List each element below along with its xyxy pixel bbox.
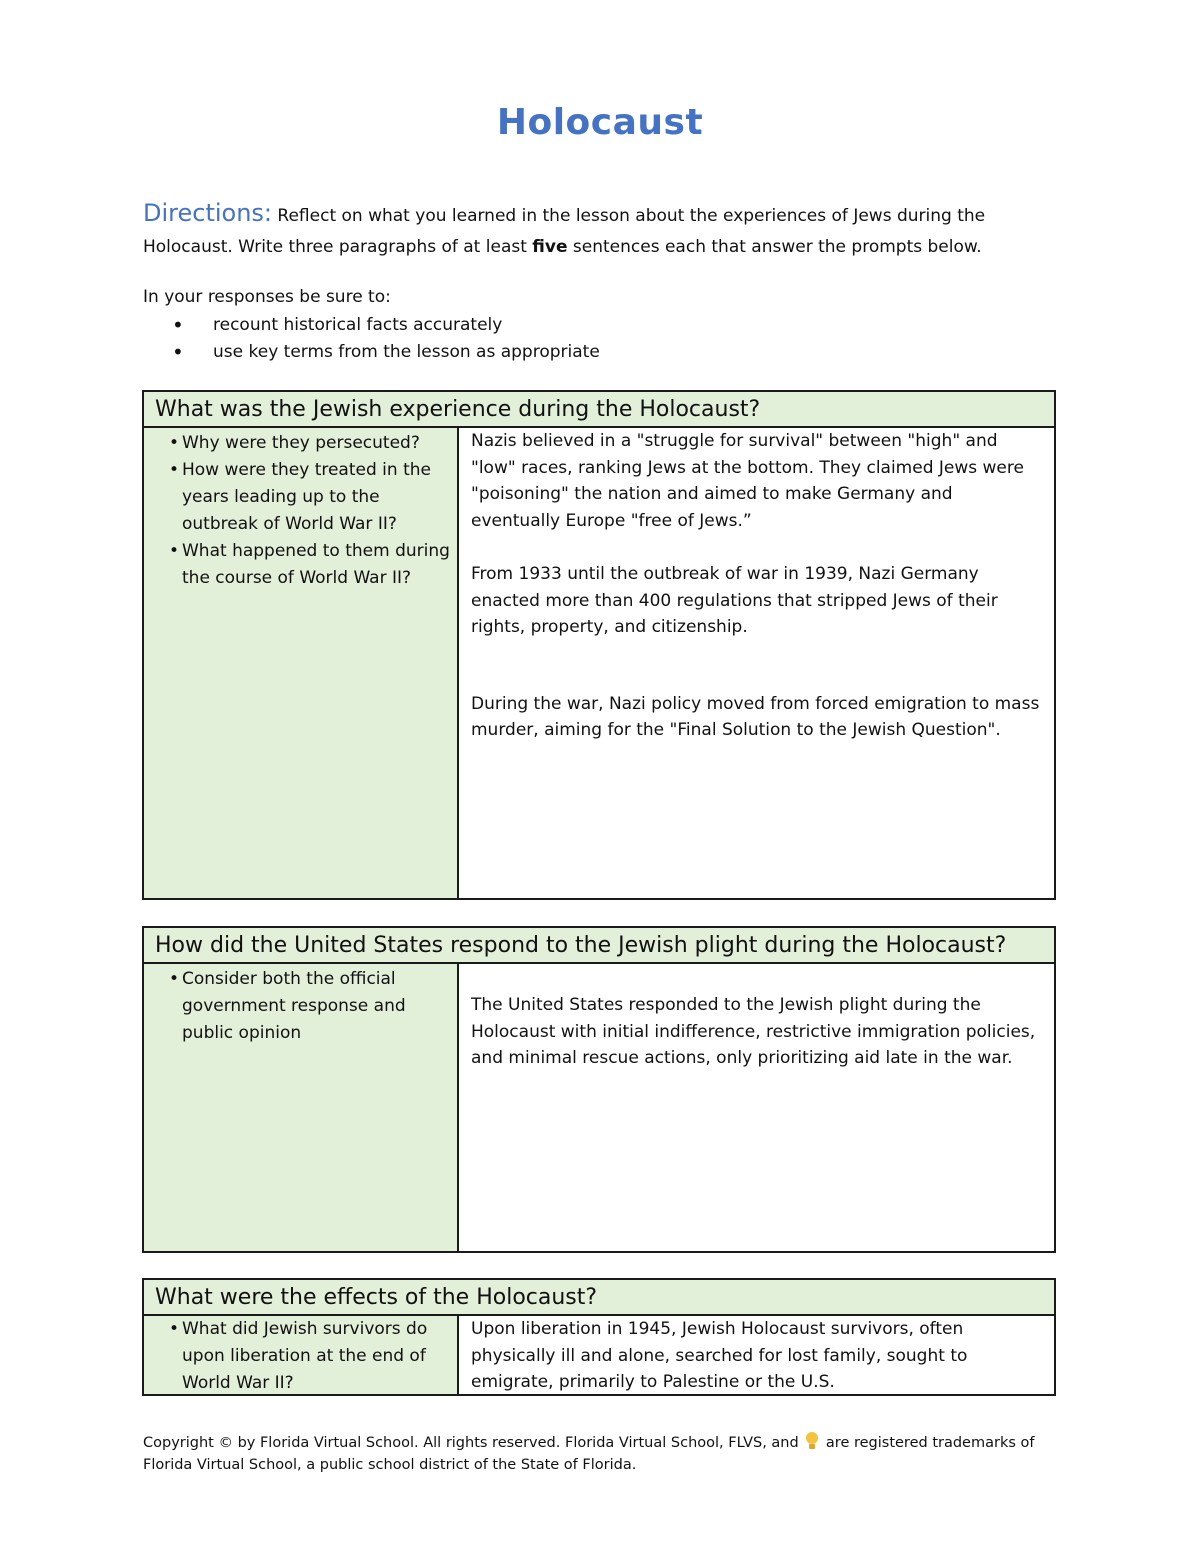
section-us-response bbox=[142, 926, 1056, 1253]
responses-intro: In your responses be sure to: bbox=[143, 287, 391, 307]
directions-label: Directions: bbox=[143, 199, 273, 227]
answer-paragraph: During the war, Nazi policy moved from forced emigration to mass murder, aiming for the "Final Solution to the Jewish Question". bbox=[471, 693, 1040, 740]
section-effects bbox=[142, 1278, 1056, 1396]
lightbulb-logo-icon bbox=[805, 1432, 819, 1450]
directions-text-2: sentences each that answer the prompts below. bbox=[567, 237, 982, 257]
requirement-item: • use key terms from the lesson as appropriate bbox=[172, 340, 600, 364]
requirements-list bbox=[168, 313, 600, 367]
bullet-icon: • bbox=[172, 313, 184, 337]
section-heading: How did the United States respond to the Jewish plight during the Holocaust? bbox=[144, 928, 1054, 964]
answer-area[interactable] bbox=[461, 1316, 1054, 1394]
page-title: Holocaust bbox=[496, 102, 704, 143]
prompt-item: • Consider both the official government response and public opinion bbox=[169, 969, 406, 1043]
section-heading: What was the Jewish experience during the Holocaust? bbox=[144, 392, 1054, 428]
requirement-item: • recount historical facts accurately bbox=[172, 313, 503, 337]
prompt-item: • What happened to them during the course of World War II? bbox=[169, 541, 450, 588]
section-heading: What were the effects of the Holocaust? bbox=[144, 1280, 1054, 1316]
prompt-column bbox=[144, 964, 459, 1251]
bullet-icon: • bbox=[172, 340, 184, 364]
answer-paragraph: From 1933 until the outbreak of war in 1939, Nazi Germany enacted more than 400 regulations that stripped Jews of their rights, property, and citizenship. bbox=[471, 564, 998, 637]
section-jewish-experience bbox=[142, 390, 1056, 900]
answer-paragraph: Nazis believed in a "struggle for survival" between "high" and "low" races, ranking Jews at the bottom. They claimed Jews were "poisoning" the nation and aimed to make Germany and eventually Europe "free of Jews.” bbox=[471, 431, 1024, 531]
prompt-column bbox=[144, 1316, 459, 1394]
directions-text-1: Reflect on what you learned in the lesson about the experiences of Jews during the Holocaust. Write three paragraphs of at least bbox=[143, 206, 986, 257]
answer-paragraph: The United States responded to the Jewish plight during the Holocaust with initial indifference, restrictive immigration policies, and minimal rescue actions, only prioritizing aid late in the war. bbox=[471, 995, 1036, 1068]
directions-bold: five bbox=[532, 237, 568, 257]
directions bbox=[143, 198, 1063, 263]
answer-paragraph: Upon liberation in 1945, Jewish Holocaust survivors, often physically ill and alone, searched for lost family, sought to emigrate, primarily to Palestine or the U.S. bbox=[471, 1319, 968, 1392]
prompt-column bbox=[144, 428, 459, 898]
copyright-footer: Copyright © by Florida Virtual School. All rights reserved. Florida Virtual School, FLVS, and are registered trademarks of Florida Virtual School, a public school district of the State of Florida. bbox=[143, 1432, 1063, 1476]
prompt-item: • Why were they persecuted? bbox=[169, 433, 420, 453]
answer-area[interactable] bbox=[461, 428, 1054, 898]
prompt-item: • What did Jewish survivors do upon liberation at the end of World War II? bbox=[169, 1319, 428, 1393]
prompt-item: • How were they treated in the years leading up to the outbreak of World War II? bbox=[169, 460, 431, 534]
answer-area[interactable] bbox=[461, 964, 1054, 1251]
